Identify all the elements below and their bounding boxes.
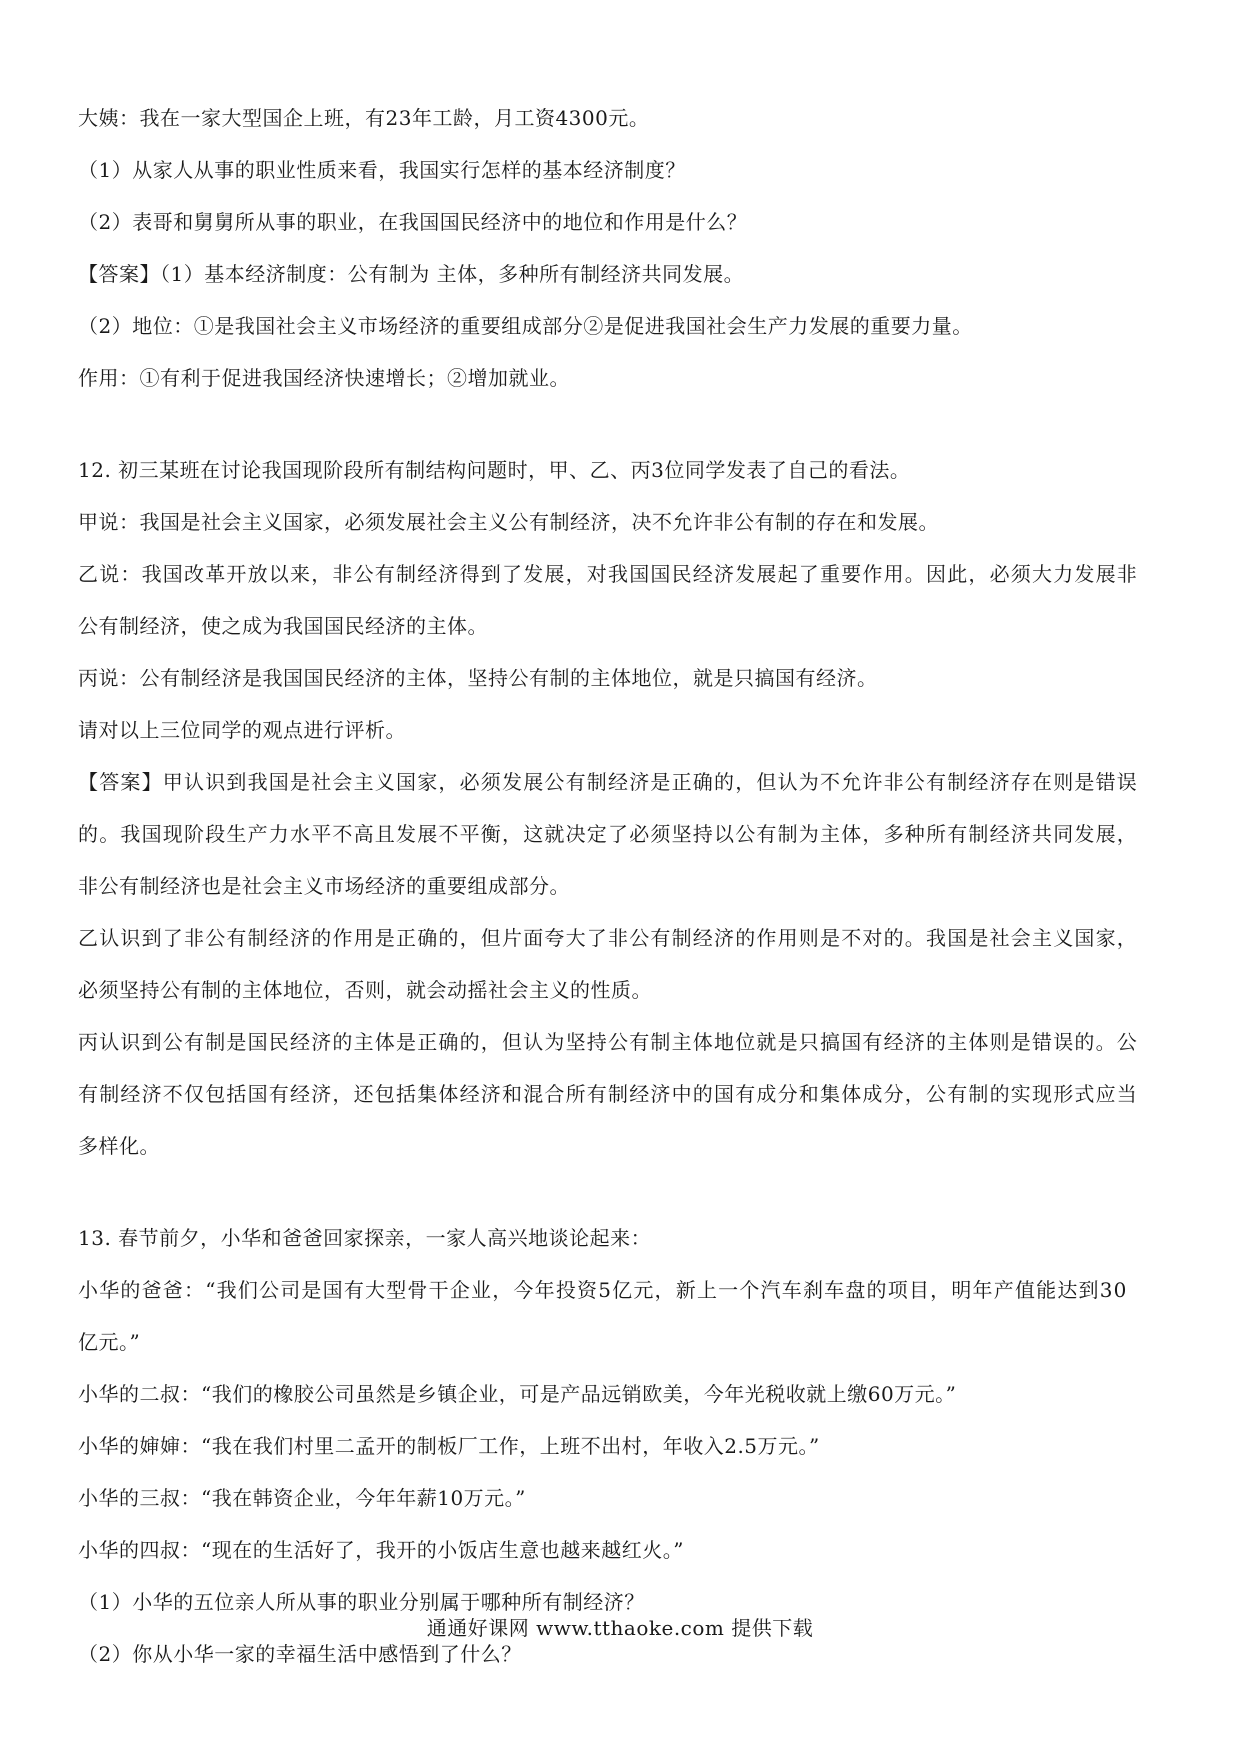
paragraph-gap	[78, 1172, 1168, 1212]
text-line: 公有制经济，使之成为我国国民经济的主体。	[78, 614, 488, 638]
text-line: 甲说：我国是社会主义国家，必须发展社会主义公有制经济，决不允许非公有制的存在和发展。	[78, 510, 939, 534]
text-line: 请对以上三位同学的观点进行评析。	[78, 718, 406, 742]
text-line: 小华的三叔：“我在韩资企业，今年年薪10万元。”	[78, 1486, 526, 1510]
page-footer: 通通好课网 www.tthaoke.com 提供下载	[426, 1616, 814, 1640]
text-line: 非公有制经济也是社会主义市场经济的重要组成部分。	[78, 874, 570, 898]
text-line: 【答案】甲认识到我国是社会主义国家，必须发展公有制经济是正确的，但认为不允许非公有制经济存在则是错误	[78, 770, 1138, 794]
text-line: 必须坚持公有制的主体地位，否则，就会动摇社会主义的性质。	[78, 978, 652, 1002]
text-line: （1）从家人从事的职业性质来看，我国实行怎样的基本经济制度？	[78, 158, 686, 182]
question-12	[78, 444, 1168, 1172]
text-line: 多样化。	[78, 1134, 160, 1158]
text-line: 【答案】（1）基本经济制度：公有制为 主体，多种所有制经济共同发展。	[78, 262, 745, 286]
text-line: 大姨：我在一家大型国企上班，有23年工龄，月工资4300元。	[78, 106, 650, 130]
text-line: 有制经济不仅包括国有经济，还包括集体经济和混合所有制经济中的国有成分和集体成分，公有制的实现形式应当	[78, 1082, 1138, 1106]
text-line: （2）你从小华一家的幸福生活中感悟到了什么？	[78, 1642, 522, 1666]
paragraph-gap	[78, 404, 1168, 444]
text-line: 12. 初三某班在讨论我国现阶段所有制结构问题时，甲、乙、丙3位同学发表了自己的看法。	[78, 458, 911, 482]
text-line: （1）小华的五位亲人所从事的职业分别属于哪种所有制经济？	[78, 1590, 645, 1614]
text-line: 亿元。”	[78, 1330, 141, 1354]
text-line: 的。我国现阶段生产力水平不高且发展不平衡，这就决定了必须坚持以公有制为主体，多种所有制经济共同发展，	[78, 822, 1138, 846]
text-line: 丙认识到公有制是国民经济的主体是正确的，但认为坚持公有制主体地位就是只搞国有经济的主体则是错误的。公	[78, 1030, 1138, 1054]
text-line: 乙认识到了非公有制经济的作用是正确的，但片面夸大了非公有制经济的作用则是不对的。我国是社会主义国家，	[78, 926, 1138, 950]
text-line: 小华的爸爸：“我们公司是国有大型骨干企业，今年投资5亿元，新上一个汽车刹车盘的项目，明年产值能达到30	[78, 1278, 1128, 1302]
answer-block-question-11	[78, 92, 1168, 404]
text-line: 作用：①有利于促进我国经济快速增长；②增加就业。	[78, 366, 570, 390]
text-line: 小华的二叔：“我们的橡胶公司虽然是乡镇企业，可是产品远销欧美，今年光税收就上缴60万元。”	[78, 1382, 957, 1406]
question-13	[78, 1212, 1168, 1680]
text-line: 乙说：我国改革开放以来，非公有制经济得到了发展，对我国国民经济发展起了重要作用。因此，必须大力发展非	[78, 562, 1138, 586]
text-line: （2）地位：①是我国社会主义市场经济的重要组成部分②是促进我国社会生产力发展的重要力量。	[78, 314, 973, 338]
text-line: （2）表哥和舅舅所从事的职业，在我国国民经济中的地位和作用是什么？	[78, 210, 748, 234]
text-line: 13. 春节前夕，小华和爸爸回家探亲，一家人高兴地谈论起来：	[78, 1226, 652, 1250]
text-line: 丙说：公有制经济是我国国民经济的主体，坚持公有制的主体地位，就是只搞国有经济。	[78, 666, 878, 690]
document-body	[78, 92, 1168, 1680]
text-line: 小华的婶婶：“我在我们村里二孟开的制板厂工作，上班不出村，年收入2.5万元。”	[78, 1434, 820, 1458]
text-line: 小华的四叔：“现在的生活好了，我开的小饭店生意也越来越红火。”	[78, 1538, 684, 1562]
